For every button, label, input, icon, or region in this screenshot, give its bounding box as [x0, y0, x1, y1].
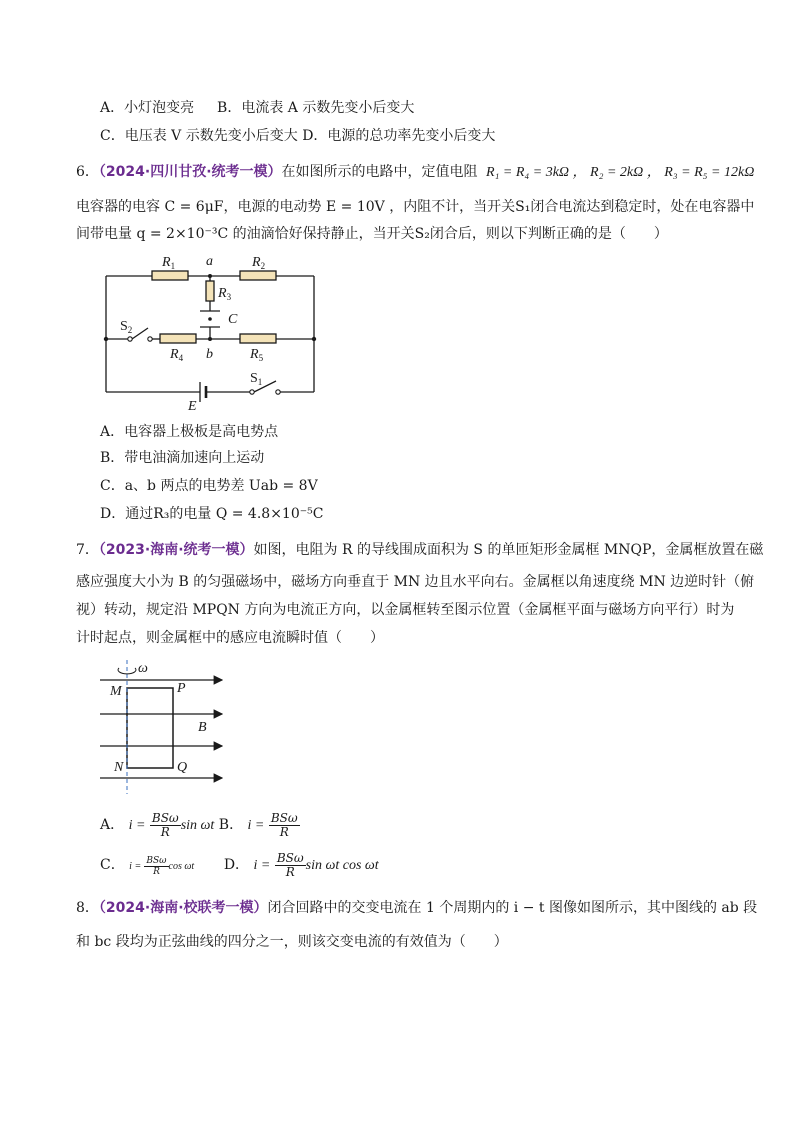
q8-line2: 和 bc 段均为正弦曲线的四分之一，则该交变电流的有效值为（ ） [76, 934, 508, 950]
q7-option-a-tail: sin ωt [180, 818, 215, 833]
label-p: P [177, 681, 186, 696]
label-omega: ω [138, 661, 148, 676]
q5-option-c: C．电压表 V 示数先变小后变大 [100, 128, 298, 144]
q7-line1 [76, 540, 763, 560]
q7-line4: 计时起点，则金属框中的感应电流瞬时值（ ） [76, 630, 384, 646]
label-e: E [188, 399, 197, 414]
label-n: N [114, 760, 124, 775]
q7-option-d-lhs: i = [253, 858, 271, 873]
q6-circuit-diagram [90, 248, 330, 416]
q7-magnetic-field-diagram [92, 658, 232, 798]
label-r2: $R_2$ [252, 255, 266, 271]
q5-option-a: A．小灯泡变亮 [100, 100, 195, 116]
label-c: C [228, 312, 238, 327]
q5-options-row1 [100, 98, 414, 118]
q7-source-tag: （2023·海南·统考一模） [98, 542, 254, 558]
q7-line3: 视）转动，规定沿 MPQN 方向为电流正方向，以金属框转至图示位置（金属框平面与磁场方向平行）时为 [76, 602, 735, 618]
q6-option-c: C．a、b 两点的电势差 Uab = 8V [100, 478, 318, 494]
label-b-field: B [198, 720, 207, 735]
q7-option-d-label: D． [223, 857, 250, 873]
q7-options-row1 [100, 806, 300, 845]
q6-option-d: D．通过R₃的电量 Q = 4.8×10⁻⁵C [100, 506, 324, 522]
q8-line1 [76, 898, 757, 918]
label-s1: $S_1$ [250, 371, 263, 387]
q6-option-b: B．带电油滴加速向上运动 [100, 450, 265, 466]
q7-option-d-tail: sin ωt cos ωt [305, 858, 379, 873]
q6-line1 [76, 162, 754, 183]
q6-number: 6． [76, 164, 99, 180]
q7-option-c-expr: i = $\frac{\text{BSω}}{R}$ cos ωt [129, 856, 195, 877]
label-b: b [206, 347, 213, 362]
q8-number: 8． [76, 900, 99, 916]
q7-option-d-fraction: $\frac{\text{BSω}}{R}$ [276, 850, 304, 879]
q8-source-tag: （2024·海南·校联考一模） [98, 900, 268, 916]
label-a: a [206, 254, 213, 269]
q6-resistor-values: R₁ = R₄ = 3kΩ ， R₂ = 2kΩ ， R₃ = R₅ = 12kΩ [485, 165, 755, 180]
q7-option-a-fraction: $\frac{\text{BSω}}{R}$ [151, 810, 179, 839]
q7-options-row2 [100, 846, 379, 886]
q7-option-b-lhs: i = [247, 818, 265, 833]
q7-option-a-label: A． [100, 817, 125, 833]
label-m: M [110, 684, 122, 699]
q7-option-c-label: C． [100, 857, 125, 873]
q5-option-b: B．电流表 A 示数先变小后变大 [217, 100, 415, 116]
q6-source-tag: （2024·四川甘孜·统考一模） [98, 164, 282, 180]
label-r4: $R_4$ [170, 347, 184, 363]
q7-option-a-lhs: i = [128, 818, 146, 833]
q5-options-row2 [100, 126, 495, 146]
q7-option-b-label: B． [218, 817, 244, 833]
q7-line2: 感应强度大小为 B 的匀强磁场中，磁场方向垂直于 MN 边且水平向右。金属框以角速度绕 MN 边逆时针（俯 [76, 574, 755, 590]
q8-line1-text: 闭合回路中的交变电流在 1 个周期内的 i − t 图像如图所示，其中图线的 ab 段 [267, 900, 758, 916]
label-q: Q [177, 760, 188, 775]
q6-option-a: A．电容器上极板是高电势点 [100, 424, 279, 440]
label-s2: $S_2$ [120, 319, 133, 335]
q6-line1-text: 在如图所示的电路中，定值电阻 [281, 164, 478, 180]
q7-number: 7． [76, 542, 99, 558]
q6-line2: 电容器的电容 C = 6μF，电源的电动势 E = 10V ，内阻不计，当开关S₁闭合电流达到稳定时，处在电容器中 [76, 199, 755, 215]
q7-line1-text: 如图，电阻为 R 的导线围成面积为 S 的单匝矩形金属框 MNQP，金属框放置在磁 [253, 542, 764, 558]
q5-option-d: D．电源的总功率先变小后变大 [302, 128, 496, 144]
q7-option-b-fraction: $\frac{\text{BSω}}{R}$ [270, 810, 298, 839]
label-r1: $R_1$ [162, 255, 176, 271]
q6-line3: 间带电量 q = 2×10⁻³C 的油滴恰好保持静止，当开关S₂闭合后，则以下判断正确的是（ ） [76, 226, 668, 242]
label-r3: $R_3$ [218, 286, 232, 302]
label-r5: $R_5$ [250, 347, 264, 363]
